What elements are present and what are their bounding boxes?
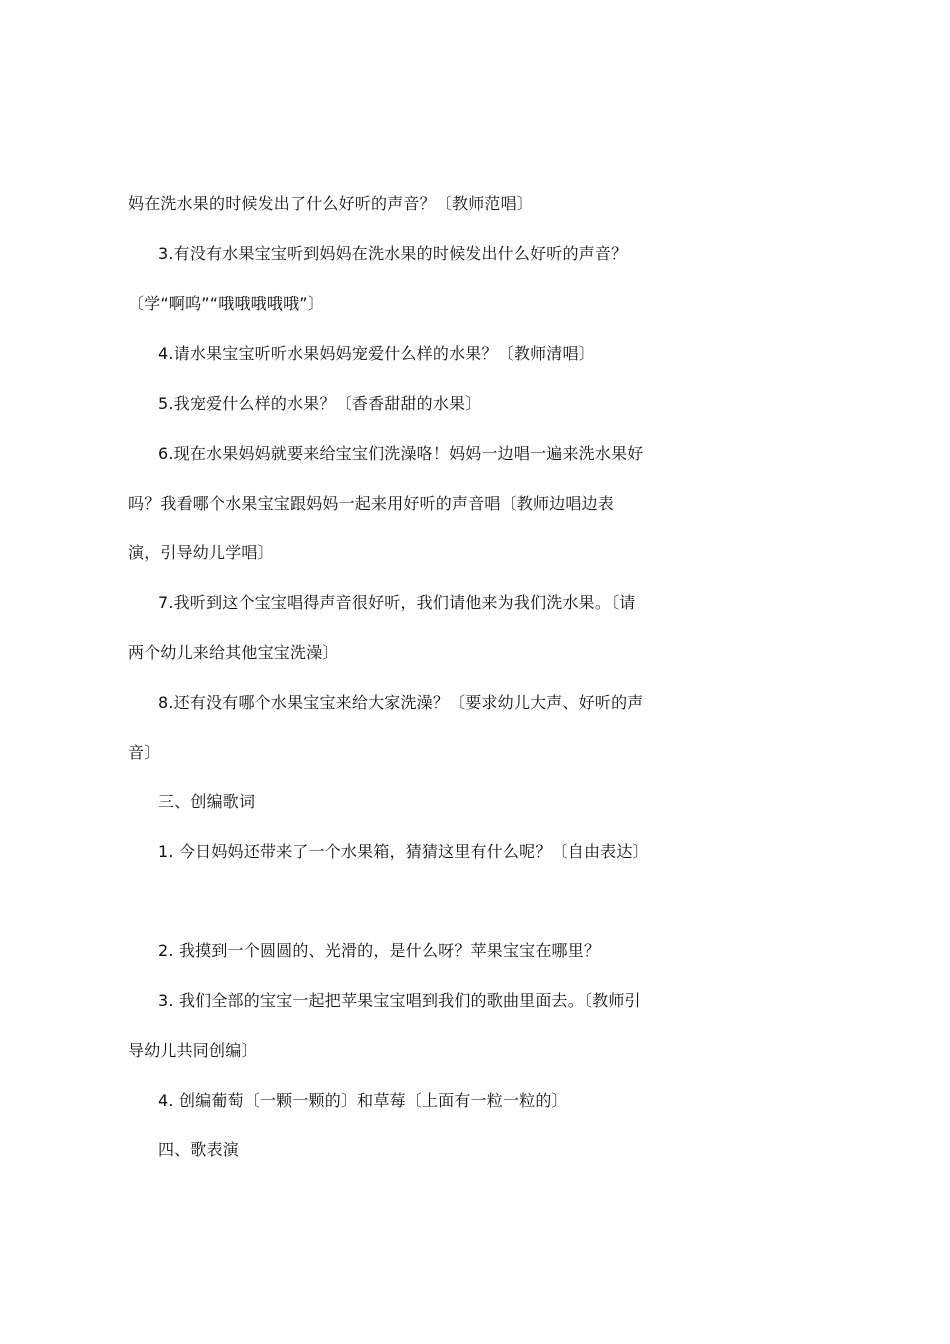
paragraph-line: 两个幼儿来给其他宝宝洗澡〕 [128,643,339,662]
paragraph-line: 3. 我们全部的宝宝一起把苹果宝宝唱到我们的歌曲里面去。〔教师引 [158,991,641,1010]
paragraph-line: 演，引导幼儿学唱〕 [128,543,274,562]
paragraph-line: 5.我宠爱什么样的水果？〔香香甜甜的水果〕 [158,394,482,413]
paragraph-line: 4. 创编葡萄〔一颗一颗的〕和草莓〔上面有一粒一粒的〕 [158,1091,568,1110]
paragraph-line: 〔学“啊呜”“哦哦哦哦哦”〕 [128,294,324,313]
paragraph-line: 8.还有没有哪个水果宝宝来给大家洗澡？〔要求幼儿大声、好听的声 [158,693,644,712]
section-heading: 三、创编歌词 [158,792,256,811]
paragraph-line: 音〕 [128,743,161,762]
paragraph-line: 6.现在水果妈妈就要来给宝宝们洗澡咯！妈妈一边唱一遍来洗水果好 [158,444,644,463]
section-heading: 四、歌表演 [158,1140,240,1159]
paragraph-line: 4.请水果宝宝听听水果妈妈宠爱什么样的水果？〔教师清唱〕 [158,344,595,363]
paragraph-line: 7.我听到这个宝宝唱得声音很好听，我们请他来为我们洗水果。〔请 [158,593,636,612]
paragraph-line: 导幼儿共同创编〕 [128,1041,258,1060]
paragraph-line: 妈在洗水果的时候发出了什么好听的声音？〔教师范唱〕 [128,194,534,213]
paragraph-line: 2. 我摸到一个圆圆的、光滑的，是什么呀？苹果宝宝在哪里？ [158,941,601,960]
paragraph-line: 3.有没有水果宝宝听到妈妈在洗水果的时候发出什么好听的声音？ [158,244,628,263]
paragraph-line: 1. 今日妈妈还带来了一个水果箱，猜猜这里有什么呢？〔自由表达〕 [158,842,649,861]
paragraph-line: 吗？我看哪个水果宝宝跟妈妈一起来用好听的声音唱〔教师边唱边表 [128,494,615,513]
